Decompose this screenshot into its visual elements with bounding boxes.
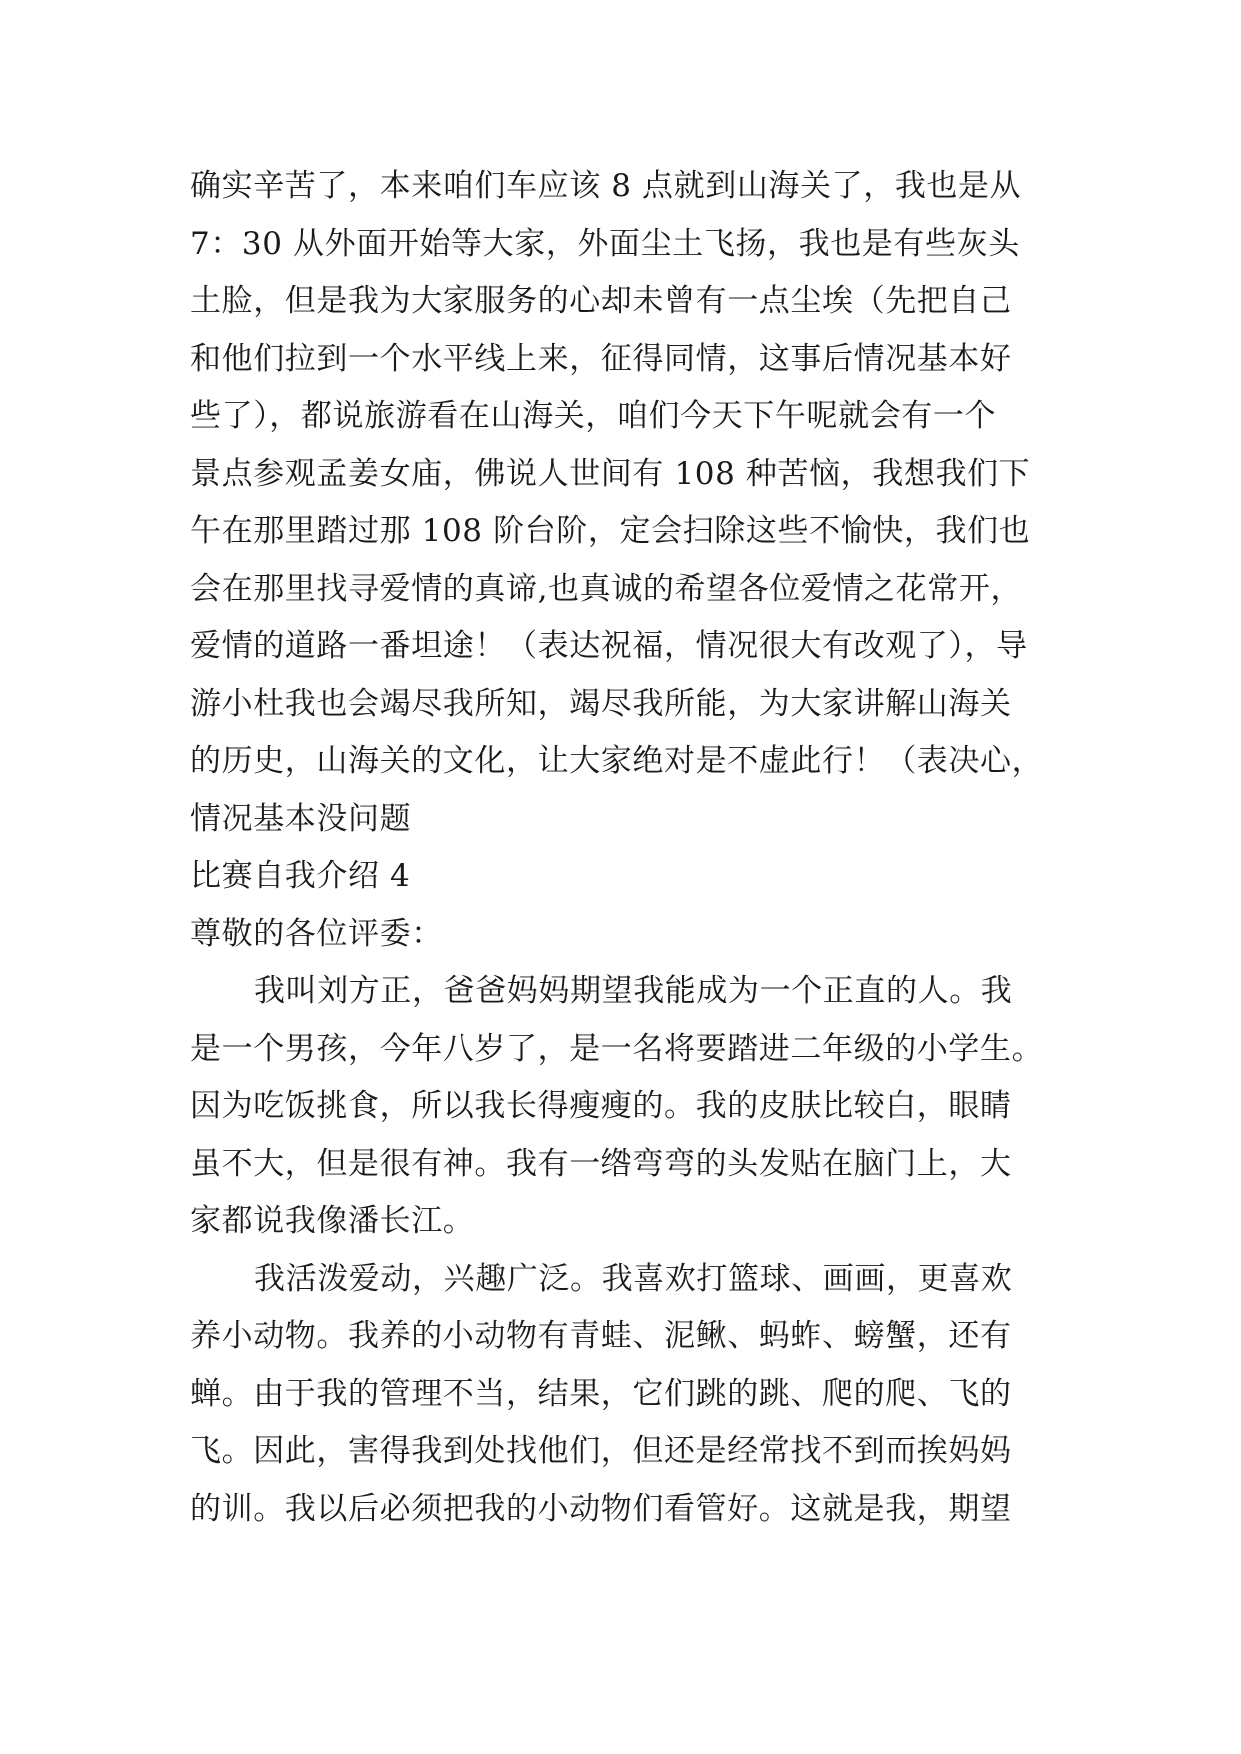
text-line: 的历史，山海关的文化，让大家绝对是不虚此行！（表决心， <box>190 743 1044 779</box>
text-line: 情况基本没问题 <box>190 800 412 837</box>
text-line: 游小杜我也会竭尽我所知，竭尽我所能，为大家讲解山海关 <box>190 685 1012 722</box>
text-line: 尊敬的各位评委： <box>190 915 443 952</box>
text-line: 蝉。由于我的管理不当，结果，它们跳的跳、爬的爬、飞的 <box>190 1375 1012 1412</box>
text-line: 飞。因此，害得我到处找他们，但还是经常找不到而挨妈妈 <box>190 1433 1012 1469</box>
text-line: 景点参观孟姜女庙，佛说人世间有 108 种苦恼，我想我们下 <box>190 455 1031 492</box>
text-line: 确实辛苦了，本来咱们车应该 8 点就到山海关了，我也是从 <box>190 168 1022 204</box>
text-line: 是一个男孩，今年八岁了，是一名将要踏进二年级的小学生。 <box>190 1030 1044 1067</box>
text-line: 土脸，但是我为大家服务的心却未曾有一点尘埃（先把自己 <box>190 283 1012 319</box>
text-line: 的训。我以后必须把我的小动物们看管好。这就是我，期望 <box>190 1490 1012 1527</box>
text-line: 些了），都说旅游看在山海关，咱们今天下午呢就会有一个 <box>190 398 997 434</box>
document-body <box>190 158 1070 1538</box>
text-line: 家都说我像潘长江。 <box>190 1203 475 1239</box>
text-line: 养小动物。我养的小动物有青蛙、泥鳅、蚂蚱、螃蟹，还有 <box>190 1318 1012 1354</box>
text-line: 午在那里踏过那 108 阶台阶，定会扫除这些不愉快，我们也 <box>190 513 1031 549</box>
text-line: 我活泼爱动，兴趣广泛。我喜欢打篮球、画画，更喜欢 <box>254 1260 1013 1297</box>
text-line: 因为吃饭挑食，所以我长得瘦瘦的。我的皮肤比较白，眼睛 <box>190 1088 1012 1124</box>
text-line: 7：30 从外面开始等大家，外面尘土飞扬，我也是有些灰头 <box>190 225 1020 262</box>
text-line: 和他们拉到一个水平线上来，征得同情，这事后情况基本好 <box>190 340 1012 377</box>
text-line: 虽不大，但是很有神。我有一绺弯弯的头发贴在脑门上，大 <box>190 1145 1012 1182</box>
text-line: 会在那里找寻爱情的真谛,也真诚的希望各位爱情之花常开， <box>190 570 1023 607</box>
text-line: 比赛自我介绍 4 <box>190 858 411 894</box>
text-line: 我叫刘方正，爸爸妈妈期望我能成为一个正直的人。我 <box>254 973 1013 1009</box>
text-line: 爱情的道路一番坦途！（表达祝福，情况很大有改观了），导 <box>190 628 1028 664</box>
